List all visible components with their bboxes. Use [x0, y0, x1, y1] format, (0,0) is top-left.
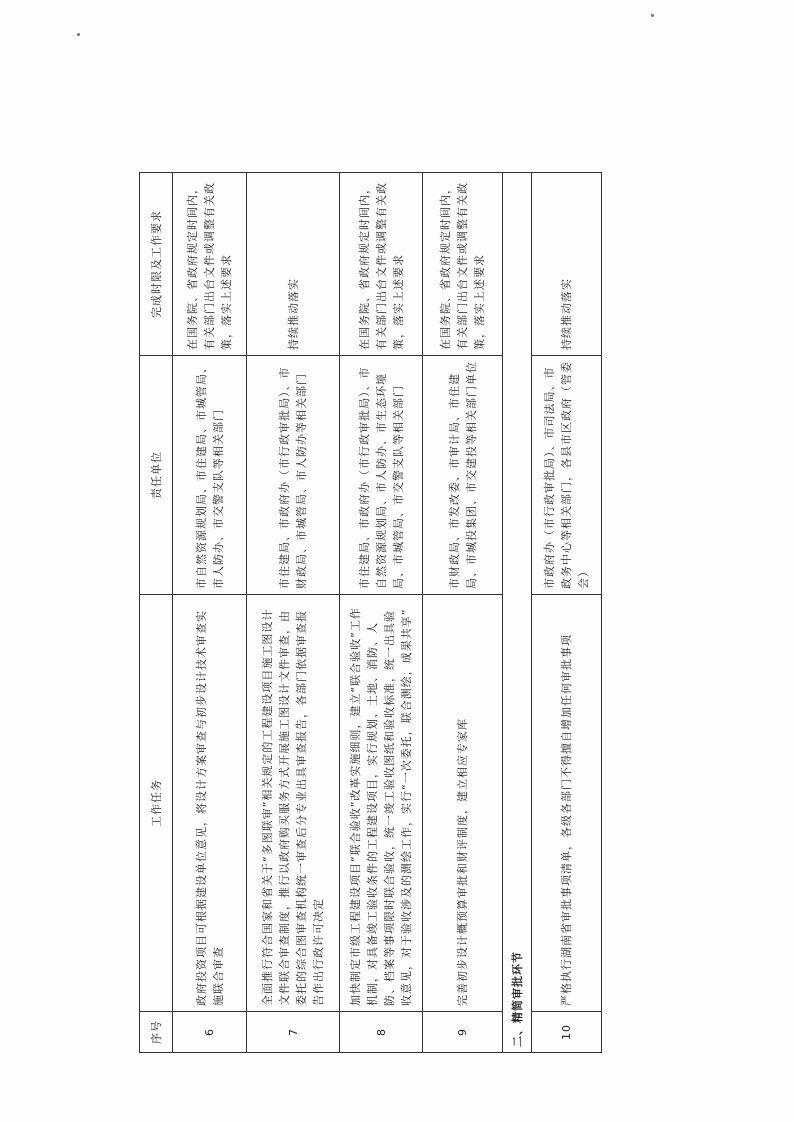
- row-task: 完善初步设计概预算审批和财评制度，建立相应专家库: [423, 595, 503, 1012]
- row-deadline: 在国务院、省政府规定时间内，有关部门出台文件或调整有关政策，落实上述要求: [340, 173, 423, 356]
- table-row: [173, 173, 247, 1053]
- rotated-table-wrapper: [139, 173, 590, 1053]
- row-no: 7: [247, 1012, 340, 1053]
- table-row: [340, 173, 423, 1053]
- row-unit: 市财政局、市发改委、市审计局、市住建局、市城投集团、市交建投等相关部门单位: [423, 356, 503, 595]
- table-header-row: [140, 173, 173, 1053]
- table-row: [532, 173, 602, 1053]
- row-task: 全面推行符合国家和省关于“多图联审”相关规定的工程建设项目施工图设计文件联合审查制度，推行以政府购买服务方式开展施工图设计文件审查，由委托的综合图审查机构统一审查后分专业出具审查报告，各部门依据审查报告作出行政许可决定: [247, 595, 340, 1012]
- section-row: [503, 173, 532, 1053]
- row-no: 6: [173, 1012, 247, 1053]
- row-task: 严格执行湖南省审批事项清单，各级各部门不得擅自增加任何审批事项: [532, 595, 602, 1012]
- row-unit: 市住建局、市政府办（市行政审批局）、市财政局、市城管局、市人防办等相关部门: [247, 356, 340, 595]
- row-no: 8: [340, 1012, 423, 1053]
- row-no: 10: [532, 1012, 602, 1053]
- row-unit: 市住建局、市政府办（市行政审批局）、市自然资源规划局、市人防办、市生态环境局、市城管局、市交警支队等相关部门: [340, 356, 423, 595]
- row-task: 政府投资项目可根据建设单位意见，将设计方案审查与初步设计技术审查实施联合审查: [173, 595, 247, 1012]
- header-deadline: 完成时限及工作要求: [140, 173, 173, 356]
- section-title: 二、精简审批环节: [503, 173, 532, 1053]
- scan-speck: [651, 14, 654, 17]
- table-row: [423, 173, 503, 1053]
- row-deadline: 在国务院、省政府规定时间内，有关部门出台文件或调整有关政策，落实上述要求: [423, 173, 503, 356]
- header-task: 工作任务: [140, 595, 173, 1012]
- row-no: 9: [423, 1012, 503, 1053]
- table-row: [247, 173, 340, 1053]
- task-table: [139, 172, 602, 1053]
- row-deadline: 持续推动落实: [247, 173, 340, 356]
- scan-speck: [77, 33, 80, 36]
- row-unit: 市政府办（市行政审批局）、市司法局、市政务中心等相关部门，各县市区政府（管委会）: [532, 356, 602, 595]
- row-deadline: 持续推动落实: [532, 173, 602, 356]
- row-deadline: 在国务院、省政府规定时间内，有关部门出台文件或调整有关政策，落实上述要求: [173, 173, 247, 356]
- header-unit: 责任单位: [140, 356, 173, 595]
- row-task: 加快制定市级工程建设项目“联合验收”改革实施细则，建立“联合验收”工作机制，对具备竣工验收条件的工程建设项目，实行规划、土地、消防、人防、档案等事项限时联合验收，统一竣工验收图纸和验收标准，统一出具验收意见，对于验收涉及的测绘工作，实行“一次委托，联合测绘，成果共享”: [340, 595, 423, 1012]
- header-no: 序号: [140, 1012, 173, 1053]
- row-unit: 市自然资源规划局、市住建局、市城管局、市人防办、市交警支队等相关部门: [173, 356, 247, 595]
